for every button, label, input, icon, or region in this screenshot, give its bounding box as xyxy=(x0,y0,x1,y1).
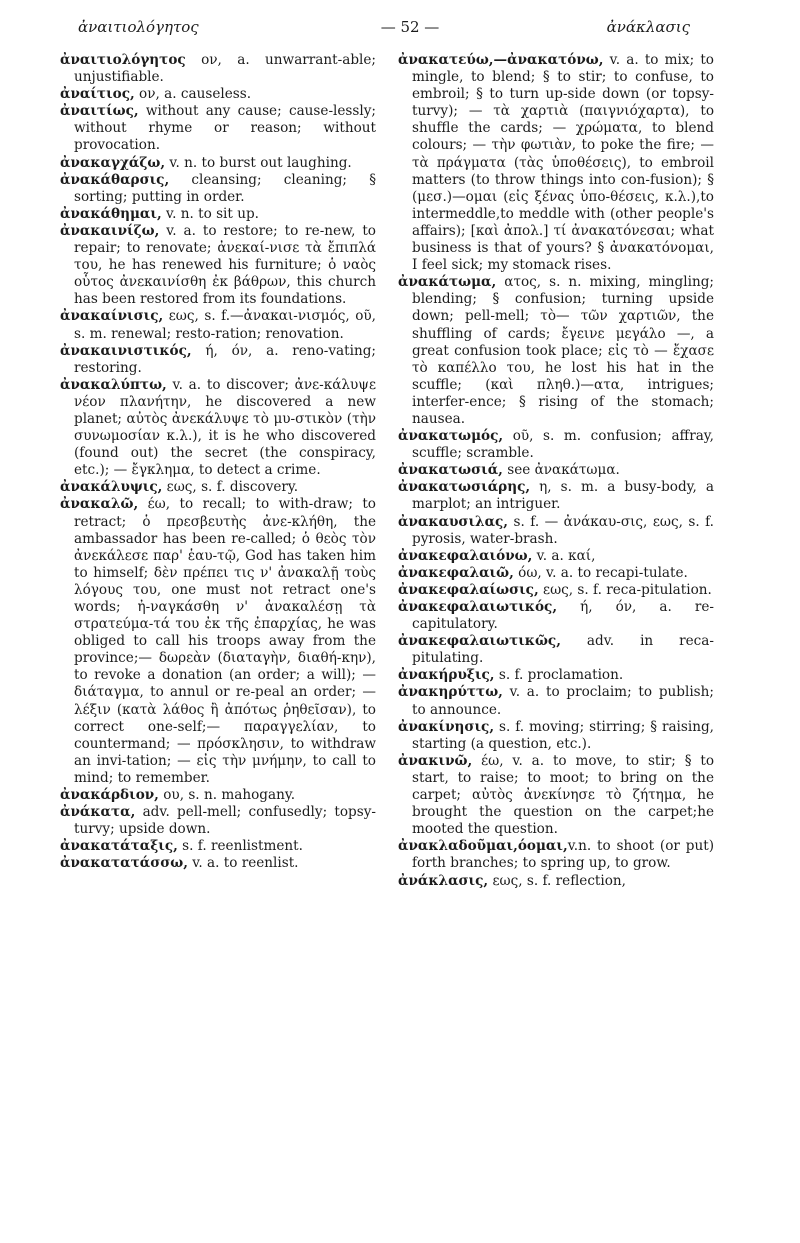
dictionary-entry xyxy=(398,719,714,753)
entry-headword: ἀνακατωσιά, xyxy=(398,462,503,479)
entry-definition: cleansing; cleaning; § sorting; putting in order. xyxy=(74,171,376,205)
entry-headword: ἀνακάλυψις, xyxy=(60,479,163,496)
dictionary-entry xyxy=(60,155,376,172)
entry-definition: see ἀνακάτωμα. xyxy=(502,462,620,479)
entry-definition: εως, s. f. reca-pitulation. xyxy=(538,581,712,598)
entry-definition: v. a. to restore; to re-new, to repair; to renovate; ἀνεκαί-νισε τὰ ἔπιπλά του, he has renewed his furniture; ὁ ναὸς οὗτος ἀνεκαινίσθη ἐκ βάθρων, this church has been restored from its foundations. xyxy=(74,222,376,308)
dictionary-entry xyxy=(398,753,714,838)
entry-definition: s. f. proclamation. xyxy=(494,667,624,684)
entry-definition: s. f. — ἀνάκαυ-σις, εως, s. f. pyrosis, water-brash. xyxy=(412,513,714,547)
dictionary-entry xyxy=(60,855,376,872)
entry-headword: ἀνακαλύπτω, xyxy=(60,376,167,393)
dictionary-entry xyxy=(398,479,714,513)
entry-headword: ἀναιτίως, xyxy=(60,103,139,120)
entry-definition: v.n. to shoot (or put) forth branches; to spring up, to grow. xyxy=(412,838,714,872)
entry-definition: v. a. to mix; to mingle, to blend; § to stir; to confuse, to embroil; § to turn up-side down (or topsy-turvy); — τὰ χαρτιὰ (παιγνιόχαρτα), to shuffle the cards; — χρώματα, to blend colours; — τὴν φωτιὰν, to poke the fire; — τὰ πράγματα (τὰς ὑποθέσεις), to embroil matters (to throw things into con-fusion); § (μεσ.)—ομαι (εἰς ξένας ὑπο-θέσεις, κ.λ.),to intermeddle,to meddle with (other people's affairs); [καὶ ἀπολ.] τί ἀνακατόνεσαι; what business is that of yours? § ἀνακατόνομαι, I feel sick; my stomack rises. xyxy=(412,52,714,274)
entry-headword: ἀνακαινίζω, xyxy=(60,222,160,239)
entry-headword: ἀνακαγχάζω, xyxy=(60,154,166,171)
dictionary-entry xyxy=(60,496,376,787)
dictionary-entry xyxy=(398,873,714,890)
entry-definition: έω, to recall; to with-draw; to retract; ὁ πρεσβευτὴς ἀνε-κλήθη, the ambassador has been re-called; ὁ θεὸς τὸν ἀνεκάλεσε παρ' ἑαυ-τῷ, God has taken him to himself; δὲν πρέπει τις ν' ἀνακαλῇ τοὺς λόγους του, one must not retract one's words; ἠ-ναγκάσθη ν' ἀνακαλέσῃ τὰ στρατεύμα-τά του ἐκ τῆς ἐπαρχίας, he was obliged to call his troops away from the province;— δωρεὰν (διαταγὴν, διαθή-κην), to revoke a donation (an order; a will); — διάταγμα, to annul or re-peal an order; — λέξιν (κατὰ λάθος ἢ ἀπότως ῥηθεῖσαν), to correct one-self;— παραγγελίαν, to countermand; — πρόσκλησιν, to withdraw an invi-tation; — εἰς τὴν μνήμην, to call to mind; to remember. xyxy=(74,496,376,786)
entry-definition: ατος, s. n. mixing, mingling; blending; § confusion; turning upside down; pell-mell; τὸ— τῶν χαρτιῶν, the shuffling of cards; ἔγεινε μεγάλο —, a great confusion took place; εἰς τὸ — ἔχασε τὸ καπέλλο του, he lost his hat in the scuffle; (καὶ πληθ.)—ατα, intrigues; interfer-ence; § rising of the stomach; nausea. xyxy=(412,274,714,427)
left-column xyxy=(60,52,376,873)
dictionary-entry xyxy=(60,343,376,377)
dictionary-entry xyxy=(398,684,714,718)
entry-definition: ον, a. unwarrant-able; unjustifiable. xyxy=(74,52,376,86)
dictionary-entry xyxy=(398,582,714,599)
entry-definition: v. a. to proclaim; to publish; to announce. xyxy=(412,684,714,718)
dictionary-entry xyxy=(398,599,714,633)
entry-definition: ή, όν, a. re-capitulatory. xyxy=(412,599,714,633)
entry-headword: ἀναίτιος, xyxy=(60,86,135,103)
entry-headword: ἀνακατωσιάρης, xyxy=(398,479,531,496)
entry-definition: v. n. to sit up. xyxy=(161,205,259,222)
entry-headword: ἀνακατεύω,—ἀνακατόνω, xyxy=(398,52,604,68)
entry-headword: ἀνακατάταξις, xyxy=(60,838,178,855)
dictionary-entry xyxy=(60,206,376,223)
entry-definition: έω, v. a. to move, to stir; § to start, to raise; to moot; to bring on the carpet; αὐτὸς ἀνεκίνησε τὸ ζήτημα, he brought the question on the carpet;he mooted the question. xyxy=(412,752,714,838)
dictionary-entry xyxy=(398,667,714,684)
entry-headword: ἀνακεφαλαιωτικῶς, xyxy=(398,633,561,650)
running-head-left: ἀναιτιολόγητος xyxy=(78,18,199,36)
dictionary-entry xyxy=(60,223,376,308)
entry-headword: ἀνακαινιστικός, xyxy=(60,342,192,359)
dictionary-entry xyxy=(60,308,376,342)
entry-definition: adv. pell-mell; confusedly; topsy-turvy; upside down. xyxy=(74,804,376,838)
entry-headword: ἀνακάθημαι, xyxy=(60,205,162,222)
dictionary-entry xyxy=(398,548,714,565)
entry-definition: η, s. m. a busy-body, a marplot; an intriguer. xyxy=(412,479,714,513)
page-number: — 52 — xyxy=(380,18,440,36)
entry-headword: ἀνακεφαλαιῶ, xyxy=(398,564,514,581)
entry-headword: ἀνακλαδοῦμαι,όομαι, xyxy=(398,838,568,855)
entry-definition: s. f. reenlistment. xyxy=(177,838,303,855)
dictionary-entry xyxy=(60,804,376,838)
entry-definition: ου, s. n. mahogany. xyxy=(158,787,296,804)
entry-definition: v. a. καί, xyxy=(532,547,596,564)
entry-definition: εως, s. f.—ἀνακαι-νισμός, οῦ, s. m. renewal; resto-ration; renovation. xyxy=(74,308,376,342)
entry-definition: v. a. to discover; ἀνε-κάλυψε νέον πλανήτην, he discovered a new planet; αὐτὸς ἀνεκάλυψε τὸ μυ-στικὸν (τὴν συνωμοσίαν κ.λ.), it is he who discovered (found out) the secret (the conspiracy, etc.); — ἔγκλημα, to detect a crime. xyxy=(74,376,376,479)
entry-headword: ἀνακάτωμα, xyxy=(398,274,497,291)
dictionary-entry xyxy=(60,52,376,86)
dictionary-entry xyxy=(60,172,376,206)
dictionary-entry xyxy=(398,52,714,274)
entry-definition: όω, v. a. to recapi-tulate. xyxy=(513,564,688,581)
entry-headword: ἀνακάθαρσις, xyxy=(60,171,170,188)
right-column xyxy=(398,52,714,890)
entry-headword: ἀνακηρύττω, xyxy=(398,684,503,701)
entry-headword: ἀνακήρυξις, xyxy=(398,667,495,684)
dictionary-entry xyxy=(60,86,376,103)
entry-definition: ον, a. causeless. xyxy=(134,86,252,103)
dictionary-entry xyxy=(398,838,714,872)
entry-headword: ἀνακαυσιλας, xyxy=(398,513,509,530)
entry-headword: ἀνακατωμός, xyxy=(398,428,504,445)
entry-headword: ἀνακάρδιον, xyxy=(60,787,159,804)
dictionary-entry xyxy=(60,787,376,804)
entry-headword: ἀνακεφαλαιόνω, xyxy=(398,547,533,564)
entry-definition: s. f. moving; stirring; § raising, starting (a question, etc.). xyxy=(412,718,714,752)
entry-definition: adv. in reca-pitulating. xyxy=(412,633,714,667)
entry-definition: v. a. to reenlist. xyxy=(187,855,299,872)
dictionary-entry xyxy=(60,377,376,480)
dictionary-entry xyxy=(60,479,376,496)
entry-headword: ἀνακαλῶ, xyxy=(60,496,139,513)
entry-headword: ἀνακεφαλαιωτικός, xyxy=(398,599,558,615)
entry-headword: ἀναιτιολόγητος xyxy=(60,52,186,68)
entry-definition: without any cause; cause-lessly; without rhyme or reason; without provocation. xyxy=(74,103,376,154)
dictionary-entry xyxy=(398,565,714,582)
entry-headword: ἀνάκλασις, xyxy=(398,872,489,889)
entry-headword: ἀνακινῶ, xyxy=(398,752,473,769)
dictionary-entry xyxy=(398,633,714,667)
dictionary-entry xyxy=(398,462,714,479)
dictionary-entry xyxy=(60,838,376,855)
entry-headword: ἀνάκατα, xyxy=(60,804,136,821)
dictionary-entry xyxy=(398,274,714,428)
entry-definition: εως, s. f. reflection, xyxy=(488,872,627,889)
dictionary-entry xyxy=(398,514,714,548)
entry-headword: ἀνακατατάσσω, xyxy=(60,855,188,872)
dictionary-entry xyxy=(398,428,714,462)
entry-definition: v. n. to burst out laughing. xyxy=(165,154,352,171)
entry-headword: ἀνακαίνισις, xyxy=(60,308,164,325)
entry-definition: ή, όν, a. reno-vating; restoring. xyxy=(74,342,376,376)
page-header xyxy=(60,18,760,42)
entry-definition: εως, s. f. discovery. xyxy=(162,479,299,496)
dictionary-entry xyxy=(60,103,376,154)
entry-headword: ἀνακεφαλαίωσις, xyxy=(398,581,539,598)
running-head-right: ἀνάκλασις xyxy=(606,18,690,36)
entry-definition: οῦ, s. m. confusion; affray, scuffle; scramble. xyxy=(412,428,714,462)
entry-headword: ἀνακίνησις, xyxy=(398,718,495,735)
